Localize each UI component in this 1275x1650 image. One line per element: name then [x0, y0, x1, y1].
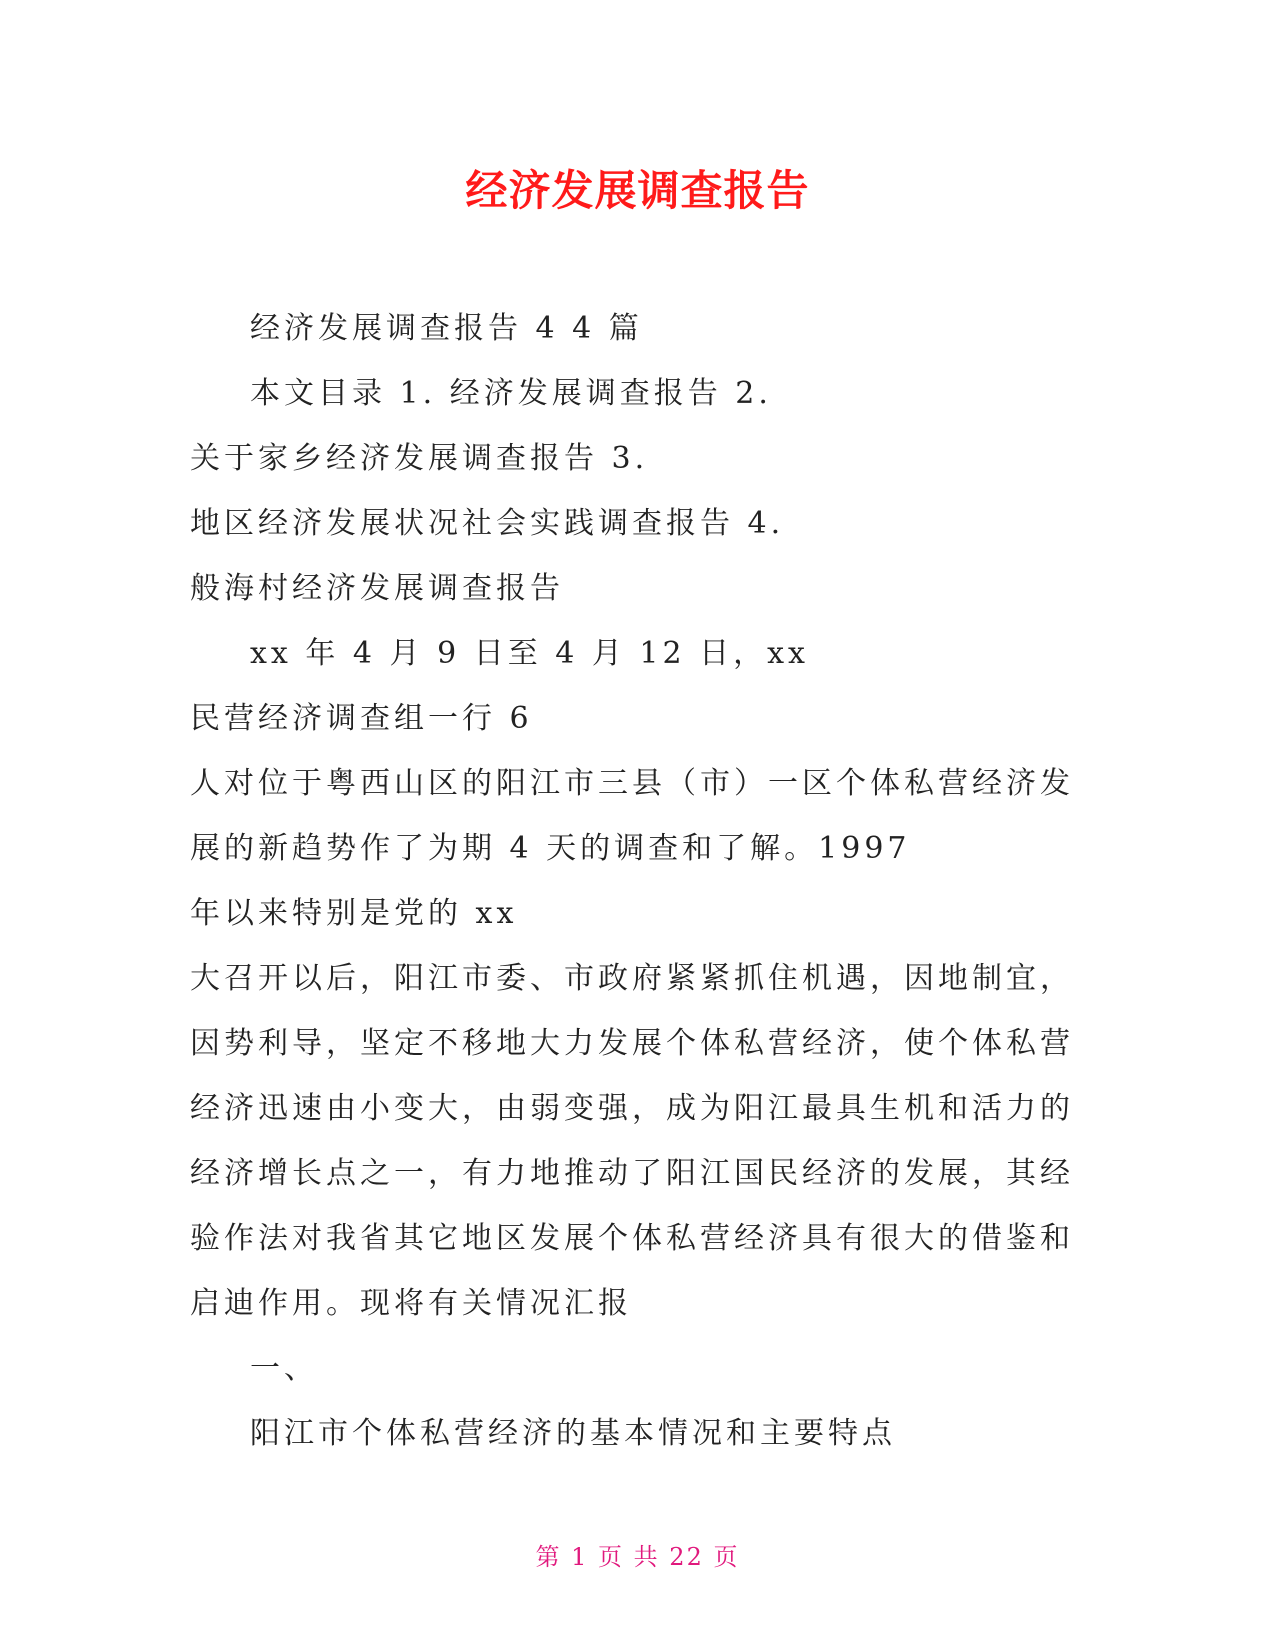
- document-paragraph: xx 年 4 月 9 日至 4 月 12 日，xx: [250, 636, 809, 671]
- document-paragraph: 人对位于粤西山区的阳江市三县（市）一区个体私营经济发展的新趋势作了为期 4 天的调查和了解。1997: [190, 766, 1074, 866]
- document-paragraph: 关于家乡经济发展调查报告 3.: [190, 441, 649, 476]
- page-footer: [0, 1542, 1275, 1572]
- document-paragraph: 一、: [250, 1351, 318, 1386]
- document-body: [190, 296, 1090, 1466]
- document-paragraph: 地区经济发展状况社会实践调查报告 4.: [190, 506, 785, 541]
- document-paragraph: 阳江市个体私营经济的基本情况和主要特点: [250, 1416, 896, 1451]
- page-number-label: 第 1 页 共 22 页: [535, 1543, 740, 1571]
- document-title: 经济发展调查报告: [465, 166, 810, 215]
- document-paragraph: 经济发展调查报告 4 4 篇: [250, 311, 643, 346]
- document-paragraph: 年以来特别是党的 xx: [190, 896, 518, 931]
- document-paragraph: 大召开以后，阳江市委、市政府紧紧抓住机遇，因地制宜，因势利导，坚定不移地大力发展个体私营经济，使个体私营经济迅速由小变大，由弱变强，成为阳江最具生机和活力的经济增长点之一，有力地推动了阳江国民经济的发展，其经验作法对我省其它地区发展个体私营经济具有很大的借鉴和启迪作用。现将有关情况汇报: [190, 961, 1074, 1321]
- document-paragraph: 般海村经济发展调查报告: [190, 571, 564, 606]
- document-paragraph: 民营经济调查组一行 6: [190, 701, 533, 736]
- document-paragraph: 本文目录 1. 经济发展调查报告 2.: [250, 376, 772, 411]
